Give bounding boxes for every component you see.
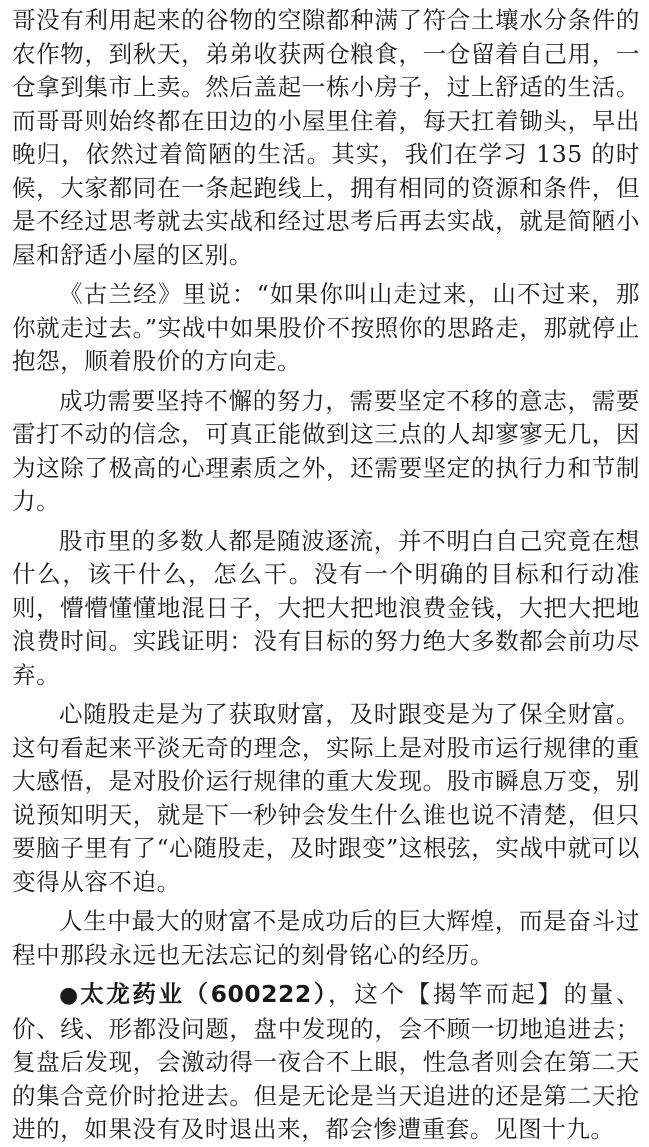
stock-paragraph-text: ，这个【揭竿而起】的量、价、线、形都没问题，盘中发现的，会不顾一切地追进去；复盘后发现，会激动得一夜合不上眼，性急者则会在第二天的集合竞价时抢进去。但是无论是当天追进的还是第二天抢进的，如果没有及时退出来，都会惨遭重套。见图十九。 [12, 980, 641, 1143]
paragraph-life-wealth: 人生中最大的财富不是成功后的巨大辉煌，而是奋斗过程中那段永远也无法忘记的刻骨铭心的经历。 [12, 907, 640, 969]
paragraph-market-crowd: 股市里的多数人都是随波逐流，并不明白自己究竟在想什么，该干什么，怎么干。没有一个明确的目标和行动准则，懵懵懂懂地混日子，大把大把地浪费金钱，大把大把地浪费时间。实践证明：没有目标的努力绝大多数都会前功尽弃。 [12, 526, 640, 689]
document-page [12, 4, 641, 1143]
paragraph-follow-stock: 心随股走是为了获取财富，及时跟变是为了保全财富。这句看起来平淡无奇的理念，实际上是对股市运行规律的重大感悟，是对股价运行规律的重大发现。股市瞬息万变，别说预知明天，就是下一秒钟会发生什么谁也说不清楚，但只要脑子里有了“心随股走，及时跟变”这根弦，实战中就可以变得从容不迫。 [12, 700, 640, 896]
stock-name: 太龙药业 [80, 980, 185, 1008]
paragraph-success: 成功需要坚持不懈的努力，需要坚定不移的意志，需要雷打不动的信念，可真正能做到这三点的人却寥寥无几，因为这除了极高的心理素质之外，还需要坚定的执行力和节制力。 [12, 386, 640, 515]
paragraph-stock-example [12, 978, 640, 1147]
paragraph-quran-quote: 《古兰经》里说：“如果你叫山走过来，山不过来，那你就走过去。”实战中如果股价不按照你的思路走，那就停止抱怨，顺着股价的方向走。 [12, 280, 640, 375]
bullet-icon: ● [59, 983, 81, 1008]
stock-code: （600222） [184, 980, 329, 1008]
paragraph-farm-story: 哥没有利用起来的谷物的空隙都种满了符合土壤水分条件的农作物，到秋天，弟弟收获两仓粮食，一仓留着自己用，一仓拿到集市上卖。然后盖起一栋小房子，过上舒适的生活。而哥哥则始终都在田边的小屋里住着，每天扛着锄头，早出晚归，依然过着简陋的生活。其实，我们在学习 135 的时候，大家都同在一条起跑线上，拥有相同的资源和条件，但是不经过思考就去实战和经过思考后再去实战，就是简陋小屋和舒适小屋的区别。 [12, 6, 640, 269]
